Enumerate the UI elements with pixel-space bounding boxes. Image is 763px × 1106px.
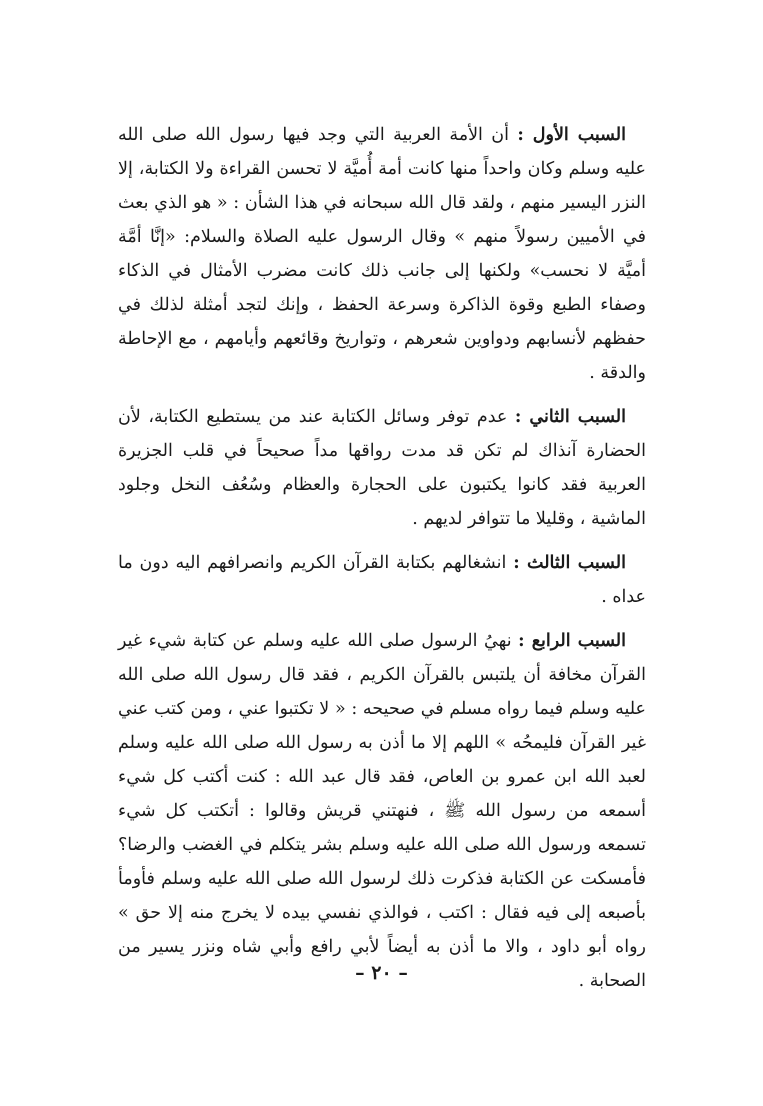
paragraph-reason-3 [118,546,646,614]
paragraph-text: انشغالهم بكتابة القرآن الكريم وانصرافهم اليه دون ما عداه . [118,553,646,607]
paragraph-text: أن الأمة العربية التي وجد فيها رسول الله صلى الله عليه وسلم وكان واحداً منها كانت أمة أُميَّة لا تحسن القراءة ولا الكتابة، إلا النزر اليسير منهم ، ولقد قال الله سبحانه في هذا الشأن : « هو الذي بعث في الأميين رسولاً منهم » وقال الرسول عليه الصلاة والسلام: «إنَّا أمَّة أميَّة لا نحسب» ولكنها إلى جانب ذلك كانت مضرب الأمثال في الذكاء وصفاء الطبع وقوة الذاكرة وسرعة الحفظ ، وإنك لتجد أمثلة لذلك في حفظهم لأنسابهم ودواوين شعرهم ، وتواريخ وقائعهم وأيامهم ، مع الإحاطة والدقة . [118,125,646,383]
page-number: – ٢٠ – [355,962,408,984]
page-body [118,118,646,1008]
paragraph-reason-4 [118,624,646,998]
paragraph-lead: السبب الثاني : [514,407,626,427]
paragraph-lead: السبب الثالث : [513,553,626,573]
paragraph-lead: السبب الرابع : [518,631,626,651]
paragraph-reason-2 [118,400,646,536]
paragraph-reason-1 [118,118,646,390]
paragraph-text: نهيُ الرسول صلى الله عليه وسلم عن كتابة شيء غير القرآن مخافة أن يلتبس بالقرآن الكريم ، فقد قال رسول الله صلى الله عليه وسلم فيما رواه مسلم في صحيحه : « لا تكتبوا عني ، ومن كتب عني غير القرآن فليمحُه » اللهم إلا ما أذن به رسول الله صلى الله عليه وسلم لعبد الله ابن عمرو بن العاص، فقد قال عبد الله : كنت أكتب كل شيء أسمعه من رسول الله ﷺ ، فنهتني قريش وقالوا : أتكتب كل شيء تسمعه ورسول الله صلى الله عليه وسلم بشر يتكلم في الغضب والرضا؟ فأمسكت عن الكتابة فذكرت ذلك لرسول الله صلى الله عليه وسلم فأومأ بأصبعه إلى فيه فقال : اكتب ، فوالذي نفسي بيده لا يخرج منه إلا حق » رواه أبو داود ، والا ما أذن به أيضاً لأبي رافع وأبي شاه ونزر يسير من الصحابة . [118,631,646,991]
paragraph-text: عدم توفر وسائل الكتابة عند من يستطيع الكتابة، لأن الحضارة آنذاك لم تكن قد مدت رواقها مداً صحيحاً في قلب الجزيرة العربية فقد كانوا يكتبون على الحجارة والعظام وسُعُف النخل وجلود الماشية ، وقليلا ما تتوافر لديهم . [118,407,646,529]
paragraph-lead: السبب الأول : [517,125,626,145]
